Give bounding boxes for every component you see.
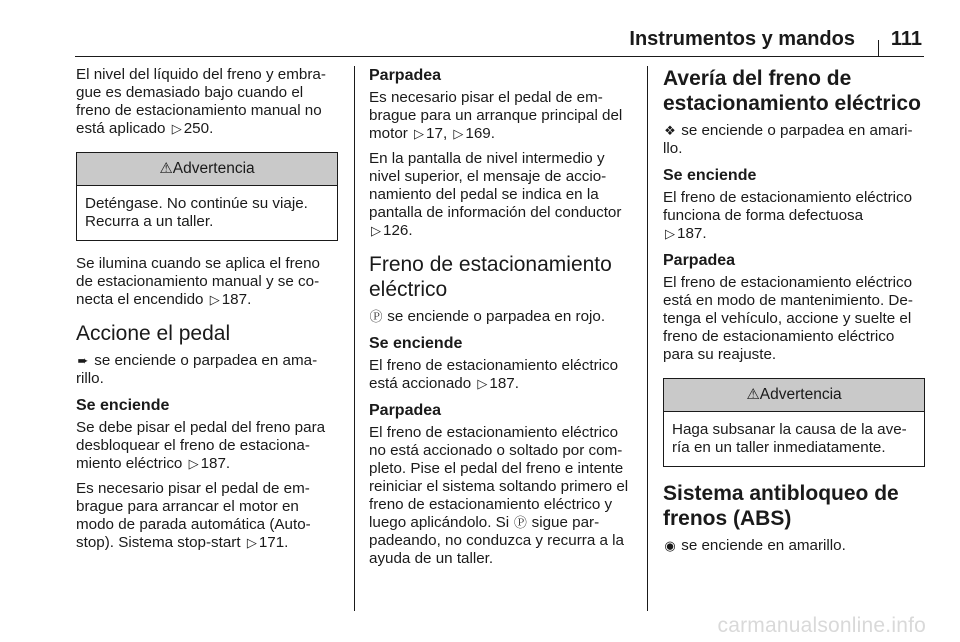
page-reference-arrow-icon: ▷	[453, 126, 464, 141]
warning-body: Deténgase. No continúe su viaje. Recurra a un taller.	[85, 195, 308, 230]
header-rule	[75, 56, 924, 57]
paragraph: En la pantalla de nivel intermedio y nivel superior, el mensaje de accio-namiento del pedal se indica en la pantalla de información del conductor ▷ 126.	[369, 150, 622, 239]
section-title: Accione el pedal	[76, 322, 231, 345]
paragraph: El nivel del líquido del freno y embra-gue es demasiado bajo cuando el freno de estacionamiento manual no está aplicado ▷ 250.	[76, 66, 326, 137]
page-header	[0, 0, 960, 60]
warning-header: ⚠Advertencia	[77, 153, 337, 186]
header-title: Instrumentos y mandos	[629, 28, 855, 50]
page-reference-arrow-icon: ▷	[477, 376, 488, 391]
paragraph: ➨ se enciende o parpadea en ama-rillo.	[76, 352, 318, 387]
header-divider-tick	[878, 40, 879, 56]
paragraph: El freno de estacionamiento eléctrico funciona de forma defectuosa ▷ 187.	[663, 189, 913, 242]
warning-body: Haga subsanar la causa de la ave-ría en un taller inmediatamente.	[672, 421, 907, 456]
page-reference-arrow-icon: ▷	[171, 121, 182, 136]
page-reference-arrow-icon: ▷	[209, 292, 220, 307]
page-number: 111	[890, 28, 922, 50]
pedal-indicator-icon: ➨	[77, 353, 89, 368]
paragraph: El freno de estacionamiento eléctrico está en modo de mantenimiento. De-tenga el vehículo, accione y suelte el freno de estacionamiento eléctrico para su reajuste.	[663, 274, 913, 363]
warning-triangle-icon: ⚠	[159, 160, 173, 177]
paragraph: Es necesario pisar el pedal de em-brague para un arranque principal del motor ▷ 17, ▷ 169.	[369, 89, 623, 142]
warning-triangle-icon: ⚠	[746, 386, 760, 403]
parking-brake-icon: Ⓟ	[369, 309, 383, 324]
warning-box	[76, 152, 338, 241]
warning-box	[663, 378, 925, 467]
section-title: Sistema antibloqueo de frenos (ABS)	[663, 482, 899, 530]
watermark: carmanualsonline.info	[717, 614, 926, 637]
paragraph: Es necesario pisar el pedal de em-brague para arrancar el motor en modo de parada automática (Auto-stop). Sistema stop-start ▷ 171.	[76, 480, 311, 551]
subheading: Se enciende	[369, 335, 463, 352]
paragraph: Ⓟ se enciende o parpadea en rojo.	[369, 308, 606, 325]
page-reference-arrow-icon: ▷	[371, 223, 381, 238]
subheading: Parpadea	[369, 402, 442, 419]
section-title: Freno de estacionamiento eléctrico	[369, 253, 612, 301]
paragraph: El freno de estacionamiento eléctrico está accionado ▷ 187.	[369, 357, 619, 392]
page-reference-arrow-icon: ▷	[665, 226, 675, 241]
paragraph: Se ilumina cuando se aplica el freno de estacionamiento manual y se co-necta el encendido ▷ 187.	[76, 255, 320, 308]
subheading: Parpadea	[663, 252, 736, 269]
paragraph: ❖ se enciende o parpadea en amari-llo.	[663, 122, 913, 157]
page-reference-arrow-icon: ▷	[246, 535, 257, 550]
paragraph: El freno de estacionamiento eléctrico no está accionado o soltado por com-pleto. Pise el pedal del freno e intente reiniciar el sistema soltando primero el freno de estacionamiento eléctrico y luego aplicándolo. Si Ⓟ sigue par-padeando, no conduzca y recurra a la ayuda de un taller.	[369, 424, 629, 567]
abs-icon: ◉	[664, 538, 676, 553]
subheading: Se enciende	[663, 167, 757, 184]
column-2	[369, 66, 631, 575]
warning-header: ⚠Advertencia	[664, 379, 924, 412]
subheading: Se enciende	[76, 397, 170, 414]
subheading: Parpadea	[369, 67, 442, 84]
paragraph: Se debe pisar el pedal del freno para desbloquear el freno de estaciona-miento eléctrico ▷ 187.	[76, 419, 326, 472]
parking-brake-icon: Ⓟ	[513, 515, 527, 530]
section-title: Avería del freno de estacionamiento eléctrico	[663, 67, 921, 115]
column-1	[76, 66, 338, 559]
column-3	[663, 66, 925, 562]
column-divider	[354, 66, 355, 611]
paragraph: ◉ se enciende en amarillo.	[664, 537, 846, 554]
column-divider	[647, 66, 648, 611]
brake-fault-icon: ❖	[664, 123, 676, 138]
page-reference-arrow-icon: ▷	[188, 456, 199, 471]
page-reference-arrow-icon: ▷	[414, 126, 425, 141]
